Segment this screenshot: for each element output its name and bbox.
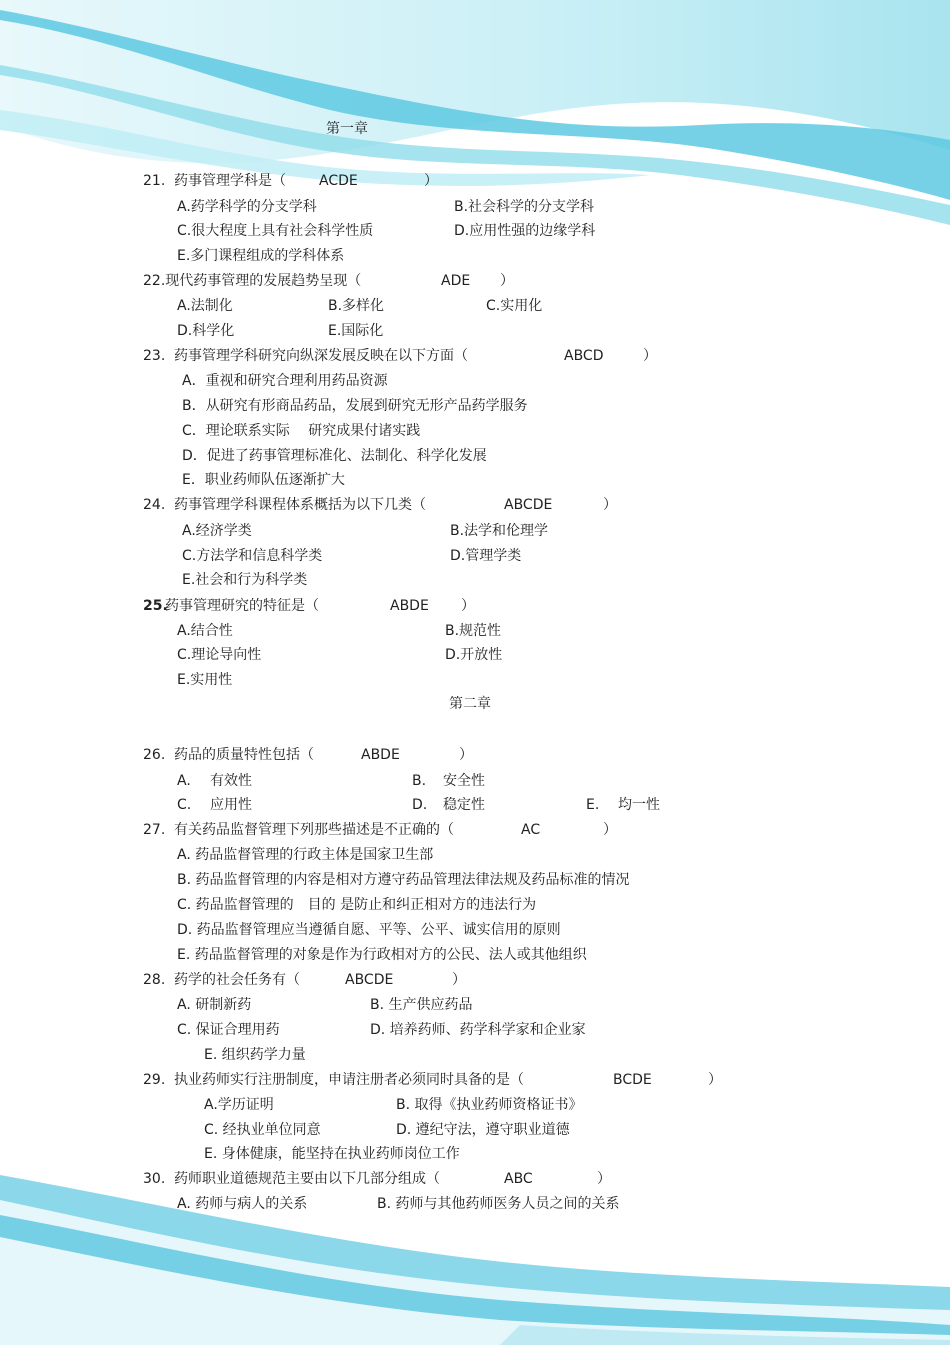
q25-option-a: A.结合性: [177, 623, 233, 639]
q27-answer: AC: [521, 822, 541, 838]
q25-number: 25.: [143, 598, 168, 614]
q26-answer: ABDE: [361, 747, 400, 763]
q29-option-e: E. 身体健康，能坚持在执业药师岗位工作: [204, 1146, 460, 1162]
q24-answer: ABCDE: [504, 497, 553, 513]
q26-option-a: 有效性: [210, 773, 252, 789]
q27-option-b: B. 药品监督管理的内容是相对方遵守药品管理法律法规及药品标准的情况: [177, 872, 630, 888]
q27-option-a: A. 药品监督管理的行政主体是国家卫生部: [177, 847, 434, 863]
q28-number: 28.: [143, 972, 166, 988]
q26-stem: 药品的质量特性包括（: [174, 747, 314, 763]
q30-answer: ABC: [504, 1171, 533, 1187]
q24-close: ）: [603, 497, 617, 513]
q26-option-a-letter: A.: [177, 773, 191, 789]
q28-option-a: A. 研制新药: [177, 997, 252, 1013]
q24-number: 24.: [143, 497, 166, 513]
q24-option-a: A.经济学类: [182, 523, 252, 539]
q27-option-c: C. 药品监督管理的 目的 是防止和纠正相对方的违法行为: [177, 897, 537, 913]
q25-answer: ABDE: [390, 598, 429, 614]
q25-option-c: C.理论导向性: [177, 647, 262, 663]
q29-option-d: D. 遵纪守法，遵守职业道德: [396, 1122, 570, 1138]
q29-number: 29.: [143, 1072, 166, 1088]
q27-option-d: D. 药品监督管理应当遵循自愿、平等、公平、诚实信用的原则: [177, 922, 561, 938]
q22-close: ）: [500, 273, 514, 289]
q26-option-e: 均一性: [618, 797, 660, 813]
q26-number: 26.: [143, 747, 166, 763]
q23-option-e: E．职业药师队伍逐渐扩大: [182, 472, 345, 488]
q29-stem: 执业药师实行注册制度，申请注册者必须同时具备的是（: [174, 1072, 524, 1088]
q21-close: ）: [424, 173, 438, 189]
q24-stem: 药事管理学科课程体系概括为以下几类（: [174, 497, 426, 513]
q23-option-b: B．从研究有形商品药品，发展到研究无形产品药学服务: [182, 398, 528, 414]
q21-stem: 药事管理学科是（: [174, 173, 286, 189]
q21-answer: ACDE: [319, 173, 358, 189]
q27-option-e: E. 药品监督管理的对象是作为行政相对方的公民、法人或其他组织: [177, 947, 587, 963]
q28-answer: ABCDE: [345, 972, 394, 988]
q24-option-c: C.方法学和信息科学类: [182, 548, 323, 564]
chapter-1-title: 第一章: [326, 121, 368, 137]
q23-option-d: D．促进了药事管理标准化、法制化、科学化发展: [182, 448, 487, 464]
q27-stem: 有关药品监督管理下列那些描述是不正确的（: [174, 822, 454, 838]
q21-option-e: E.多门课程组成的学科体系: [177, 248, 345, 264]
q25-option-d: D.开放性: [445, 647, 503, 663]
q26-option-b: 安全性: [443, 773, 485, 789]
top-wave-decoration: [0, 0, 950, 230]
q23-option-c: C．理论联系实际 研究成果付诸实践: [182, 423, 421, 439]
q30-option-b: B. 药师与其他药师医务人员之间的关系: [377, 1196, 620, 1212]
q29-option-c: C. 经执业单位同意: [204, 1122, 321, 1138]
q23-option-a: A．重视和研究合理利用药品资源: [182, 373, 388, 389]
q21-number: 21.: [143, 173, 166, 189]
q24-option-e: E.社会和行为科学类: [182, 572, 308, 588]
q22-option-e: E.国际化: [328, 323, 384, 339]
q25-option-b: B.规范性: [445, 623, 502, 639]
q22-stem: 22.现代药事管理的发展趋势呈现（: [143, 273, 362, 289]
q21-option-b: B.社会科学的分支学科: [454, 199, 595, 215]
q29-option-a: A.学历证明: [204, 1097, 274, 1113]
q26-close: ）: [459, 747, 473, 763]
q22-option-b: B.多样化: [328, 298, 385, 314]
q28-option-d: D. 培养药师、药学科学家和企业家: [370, 1022, 586, 1038]
q30-option-a: A. 药师与病人的关系: [177, 1196, 308, 1212]
q26-option-e-letter: E.: [586, 797, 600, 813]
q22-answer: ADE: [441, 273, 471, 289]
q28-option-b: B. 生产供应药品: [370, 997, 473, 1013]
q21-option-a: A.药学科学的分支学科: [177, 199, 317, 215]
q28-option-c: C. 保证合理用药: [177, 1022, 280, 1038]
q30-close: ）: [597, 1171, 611, 1187]
q26-option-d-letter: D.: [412, 797, 428, 813]
q21-option-c: C.很大程度上具有社会科学性质: [177, 223, 374, 239]
q22-option-d: D.科学化: [177, 323, 235, 339]
q23-close: ）: [643, 348, 657, 364]
q22-option-a: A.法制化: [177, 298, 233, 314]
q27-close: ）: [603, 822, 617, 838]
q30-stem: 药师职业道德规范主要由以下几部分组成（: [174, 1171, 440, 1187]
chapter-2-title: 第二章: [449, 696, 491, 712]
q28-close: ）: [452, 972, 466, 988]
q27-number: 27.: [143, 822, 166, 838]
q30-number: 30.: [143, 1171, 166, 1187]
q22-option-c: C.实用化: [486, 298, 543, 314]
q26-option-b-letter: B.: [412, 773, 427, 789]
q26-option-c: 应用性: [210, 797, 252, 813]
q29-close: ）: [708, 1072, 722, 1088]
q24-option-d: D.管理学类: [450, 548, 522, 564]
q25-stem: 药事管理研究的特征是（: [165, 598, 319, 614]
q25-close: ）: [461, 598, 475, 614]
q29-answer: BCDE: [613, 1072, 652, 1088]
q28-stem: 药学的社会任务有（: [174, 972, 300, 988]
q21-option-d: D.应用性强的边缘学科: [454, 223, 596, 239]
q29-option-b: B. 取得《执业药师资格证书》: [396, 1097, 583, 1113]
q23-stem: 药事管理学科研究向纵深发展反映在以下方面（: [174, 348, 468, 364]
q23-number: 23.: [143, 348, 166, 364]
q26-option-c-letter: C.: [177, 797, 192, 813]
q24-option-b: B.法学和伦理学: [450, 523, 549, 539]
q25-option-e: E.实用性: [177, 672, 233, 688]
q23-answer: ABCD: [564, 348, 604, 364]
q26-option-d: 稳定性: [443, 797, 485, 813]
q28-option-e: E. 组织药学力量: [204, 1047, 306, 1063]
